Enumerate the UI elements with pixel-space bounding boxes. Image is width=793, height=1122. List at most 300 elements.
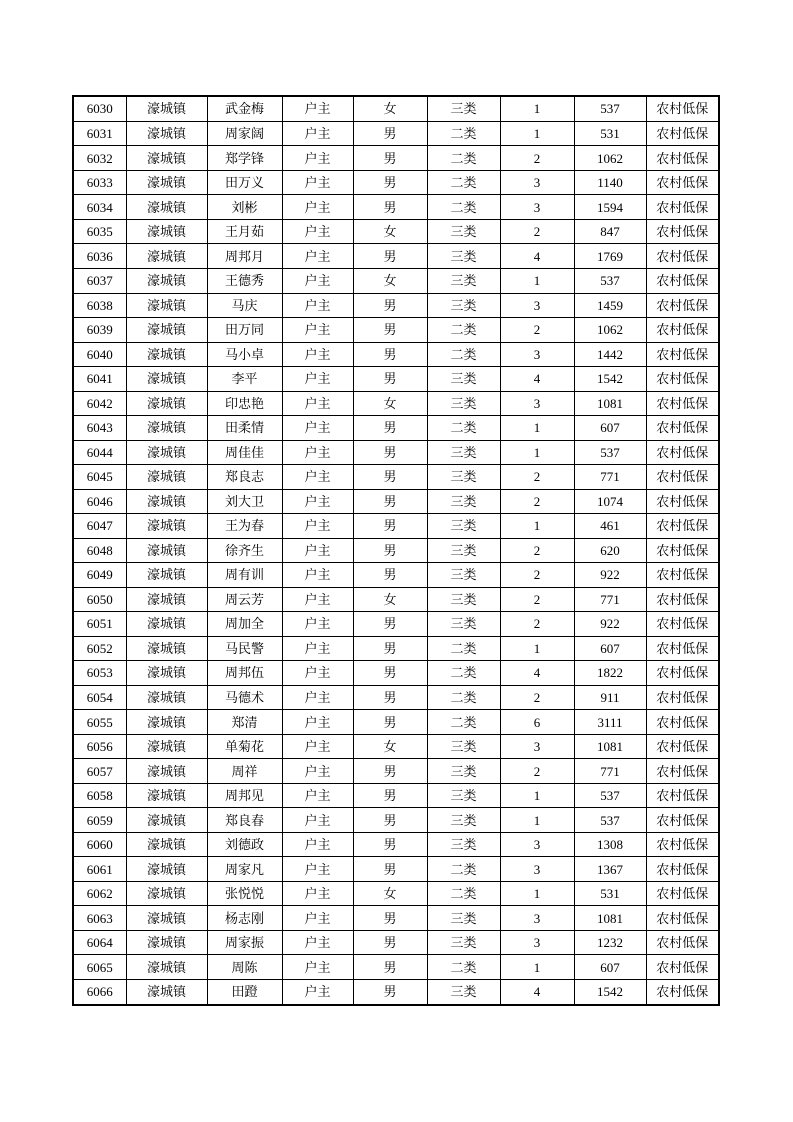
cell-category: 三类 — [427, 514, 500, 539]
cell-gender: 男 — [353, 195, 427, 220]
cell-category: 三类 — [427, 367, 500, 392]
cell-person-count: 3 — [500, 832, 574, 857]
cell-amount: 1308 — [574, 832, 646, 857]
cell-town: 濠城镇 — [126, 955, 207, 980]
cell-category: 三类 — [427, 612, 500, 637]
cell-gender: 男 — [353, 612, 427, 637]
cell-assistance-type: 农村低保 — [646, 930, 719, 955]
table-row — [73, 759, 719, 784]
cell-name: 周云芳 — [207, 587, 282, 612]
cell-assistance-type: 农村低保 — [646, 661, 719, 686]
cell-town: 濠城镇 — [126, 538, 207, 563]
cell-assistance-type: 农村低保 — [646, 514, 719, 539]
cell-amount: 537 — [574, 808, 646, 833]
cell-assistance-type: 农村低保 — [646, 881, 719, 906]
table-row — [73, 734, 719, 759]
cell-serial-number: 6039 — [73, 318, 126, 343]
cell-category: 二类 — [427, 955, 500, 980]
cell-category: 三类 — [427, 783, 500, 808]
cell-household-relation: 户主 — [282, 636, 353, 661]
cell-gender: 男 — [353, 146, 427, 171]
cell-amount: 771 — [574, 465, 646, 490]
cell-household-relation: 户主 — [282, 587, 353, 612]
cell-person-count: 6 — [500, 710, 574, 735]
cell-person-count: 2 — [500, 146, 574, 171]
cell-household-relation: 户主 — [282, 710, 353, 735]
cell-person-count: 2 — [500, 318, 574, 343]
table-row — [73, 612, 719, 637]
cell-town: 濠城镇 — [126, 930, 207, 955]
cell-category: 二类 — [427, 685, 500, 710]
cell-household-relation: 户主 — [282, 979, 353, 1005]
cell-town: 濠城镇 — [126, 195, 207, 220]
cell-assistance-type: 农村低保 — [646, 146, 719, 171]
table-row — [73, 808, 719, 833]
cell-town: 濠城镇 — [126, 881, 207, 906]
table-row — [73, 391, 719, 416]
cell-category: 二类 — [427, 121, 500, 146]
cell-gender: 男 — [353, 170, 427, 195]
cell-gender: 男 — [353, 342, 427, 367]
cell-serial-number: 6060 — [73, 832, 126, 857]
cell-town: 濠城镇 — [126, 710, 207, 735]
welfare-record-table — [72, 95, 720, 1006]
cell-serial-number: 6036 — [73, 244, 126, 269]
cell-name: 郑良志 — [207, 465, 282, 490]
cell-assistance-type: 农村低保 — [646, 489, 719, 514]
cell-person-count: 4 — [500, 661, 574, 686]
table-row — [73, 195, 719, 220]
table-row — [73, 783, 719, 808]
cell-town: 濠城镇 — [126, 514, 207, 539]
cell-household-relation: 户主 — [282, 685, 353, 710]
cell-household-relation: 户主 — [282, 612, 353, 637]
cell-assistance-type: 农村低保 — [646, 832, 719, 857]
cell-person-count: 1 — [500, 96, 574, 121]
cell-name: 武金梅 — [207, 96, 282, 121]
cell-category: 三类 — [427, 489, 500, 514]
cell-amount: 1081 — [574, 391, 646, 416]
cell-name: 田万同 — [207, 318, 282, 343]
cell-household-relation: 户主 — [282, 342, 353, 367]
cell-household-relation: 户主 — [282, 170, 353, 195]
cell-name: 李平 — [207, 367, 282, 392]
cell-name: 周佳佳 — [207, 440, 282, 465]
cell-name: 杨志刚 — [207, 906, 282, 931]
cell-serial-number: 6047 — [73, 514, 126, 539]
cell-category: 二类 — [427, 342, 500, 367]
table-row — [73, 563, 719, 588]
cell-amount: 3111 — [574, 710, 646, 735]
cell-name: 王为春 — [207, 514, 282, 539]
cell-serial-number: 6061 — [73, 857, 126, 882]
record-table-body — [73, 96, 719, 1005]
cell-name: 周加全 — [207, 612, 282, 637]
cell-town: 濠城镇 — [126, 293, 207, 318]
cell-household-relation: 户主 — [282, 514, 353, 539]
cell-person-count: 3 — [500, 391, 574, 416]
cell-assistance-type: 农村低保 — [646, 538, 719, 563]
cell-name: 周邦见 — [207, 783, 282, 808]
cell-amount: 1081 — [574, 734, 646, 759]
table-row — [73, 881, 719, 906]
cell-gender: 男 — [353, 244, 427, 269]
table-row — [73, 367, 719, 392]
cell-person-count: 2 — [500, 612, 574, 637]
table-row — [73, 268, 719, 293]
cell-serial-number: 6042 — [73, 391, 126, 416]
cell-person-count: 4 — [500, 244, 574, 269]
cell-household-relation: 户主 — [282, 440, 353, 465]
cell-category: 三类 — [427, 979, 500, 1005]
cell-household-relation: 户主 — [282, 857, 353, 882]
cell-category: 三类 — [427, 391, 500, 416]
cell-amount: 1542 — [574, 979, 646, 1005]
cell-town: 濠城镇 — [126, 489, 207, 514]
cell-person-count: 3 — [500, 734, 574, 759]
cell-gender: 女 — [353, 219, 427, 244]
cell-town: 濠城镇 — [126, 465, 207, 490]
cell-assistance-type: 农村低保 — [646, 612, 719, 637]
cell-gender: 男 — [353, 906, 427, 931]
cell-assistance-type: 农村低保 — [646, 734, 719, 759]
cell-amount: 537 — [574, 440, 646, 465]
table-row — [73, 955, 719, 980]
table-row — [73, 979, 719, 1005]
cell-serial-number: 6064 — [73, 930, 126, 955]
cell-amount: 1367 — [574, 857, 646, 882]
cell-name: 周陈 — [207, 955, 282, 980]
table-row — [73, 219, 719, 244]
cell-town: 濠城镇 — [126, 318, 207, 343]
cell-name: 田蹬 — [207, 979, 282, 1005]
cell-person-count: 1 — [500, 881, 574, 906]
cell-household-relation: 户主 — [282, 121, 353, 146]
cell-town: 濠城镇 — [126, 219, 207, 244]
cell-town: 濠城镇 — [126, 96, 207, 121]
cell-household-relation: 户主 — [282, 563, 353, 588]
cell-household-relation: 户主 — [282, 391, 353, 416]
cell-person-count: 3 — [500, 195, 574, 220]
cell-name: 刘大卫 — [207, 489, 282, 514]
cell-gender: 男 — [353, 759, 427, 784]
cell-assistance-type: 农村低保 — [646, 465, 719, 490]
cell-name: 周家振 — [207, 930, 282, 955]
cell-gender: 男 — [353, 832, 427, 857]
cell-gender: 女 — [353, 96, 427, 121]
cell-amount: 911 — [574, 685, 646, 710]
cell-category: 三类 — [427, 268, 500, 293]
cell-assistance-type: 农村低保 — [646, 342, 719, 367]
cell-town: 濠城镇 — [126, 170, 207, 195]
table-row — [73, 685, 719, 710]
cell-category: 三类 — [427, 808, 500, 833]
cell-household-relation: 户主 — [282, 367, 353, 392]
cell-gender: 男 — [353, 636, 427, 661]
cell-household-relation: 户主 — [282, 96, 353, 121]
cell-assistance-type: 农村低保 — [646, 96, 719, 121]
cell-serial-number: 6035 — [73, 219, 126, 244]
cell-gender: 女 — [353, 881, 427, 906]
cell-gender: 男 — [353, 293, 427, 318]
cell-name: 郑良春 — [207, 808, 282, 833]
cell-household-relation: 户主 — [282, 146, 353, 171]
cell-assistance-type: 农村低保 — [646, 416, 719, 441]
cell-serial-number: 6065 — [73, 955, 126, 980]
cell-name: 马民警 — [207, 636, 282, 661]
cell-town: 濠城镇 — [126, 146, 207, 171]
cell-serial-number: 6054 — [73, 685, 126, 710]
cell-town: 濠城镇 — [126, 857, 207, 882]
cell-name: 周邦月 — [207, 244, 282, 269]
cell-amount: 1769 — [574, 244, 646, 269]
table-row — [73, 96, 719, 121]
cell-household-relation: 户主 — [282, 465, 353, 490]
cell-name: 王德秀 — [207, 268, 282, 293]
cell-assistance-type: 农村低保 — [646, 759, 719, 784]
cell-town: 濠城镇 — [126, 367, 207, 392]
cell-town: 濠城镇 — [126, 416, 207, 441]
cell-person-count: 1 — [500, 636, 574, 661]
cell-serial-number: 6045 — [73, 465, 126, 490]
cell-town: 濠城镇 — [126, 587, 207, 612]
cell-person-count: 2 — [500, 219, 574, 244]
cell-name: 马小卓 — [207, 342, 282, 367]
cell-serial-number: 6048 — [73, 538, 126, 563]
cell-person-count: 2 — [500, 587, 574, 612]
cell-serial-number: 6046 — [73, 489, 126, 514]
cell-household-relation: 户主 — [282, 244, 353, 269]
cell-name: 王月茹 — [207, 219, 282, 244]
cell-gender: 男 — [353, 514, 427, 539]
cell-gender: 男 — [353, 416, 427, 441]
cell-gender: 男 — [353, 465, 427, 490]
cell-gender: 男 — [353, 538, 427, 563]
table-row — [73, 587, 719, 612]
cell-household-relation: 户主 — [282, 930, 353, 955]
cell-serial-number: 6031 — [73, 121, 126, 146]
cell-gender: 男 — [353, 857, 427, 882]
cell-person-count: 3 — [500, 906, 574, 931]
cell-serial-number: 6057 — [73, 759, 126, 784]
cell-person-count: 3 — [500, 930, 574, 955]
cell-amount: 1594 — [574, 195, 646, 220]
cell-name: 周家凡 — [207, 857, 282, 882]
cell-name: 郑清 — [207, 710, 282, 735]
cell-gender: 男 — [353, 367, 427, 392]
cell-category: 二类 — [427, 146, 500, 171]
cell-assistance-type: 农村低保 — [646, 440, 719, 465]
cell-gender: 男 — [353, 808, 427, 833]
cell-assistance-type: 农村低保 — [646, 219, 719, 244]
cell-name: 周邦伍 — [207, 661, 282, 686]
cell-person-count: 2 — [500, 465, 574, 490]
cell-category: 三类 — [427, 440, 500, 465]
cell-serial-number: 6030 — [73, 96, 126, 121]
cell-category: 二类 — [427, 857, 500, 882]
cell-town: 濠城镇 — [126, 979, 207, 1005]
cell-person-count: 3 — [500, 293, 574, 318]
cell-gender: 男 — [353, 661, 427, 686]
table-row — [73, 514, 719, 539]
cell-household-relation: 户主 — [282, 489, 353, 514]
cell-assistance-type: 农村低保 — [646, 808, 719, 833]
cell-gender: 女 — [353, 734, 427, 759]
cell-assistance-type: 农村低保 — [646, 121, 719, 146]
cell-amount: 1232 — [574, 930, 646, 955]
cell-assistance-type: 农村低保 — [646, 685, 719, 710]
cell-assistance-type: 农村低保 — [646, 979, 719, 1005]
cell-town: 濠城镇 — [126, 661, 207, 686]
cell-person-count: 2 — [500, 489, 574, 514]
cell-serial-number: 6055 — [73, 710, 126, 735]
cell-assistance-type: 农村低保 — [646, 710, 719, 735]
cell-category: 二类 — [427, 636, 500, 661]
table-row — [73, 636, 719, 661]
table-row — [73, 930, 719, 955]
table-row — [73, 906, 719, 931]
cell-town: 濠城镇 — [126, 734, 207, 759]
cell-category: 三类 — [427, 734, 500, 759]
cell-gender: 男 — [353, 930, 427, 955]
cell-town: 濠城镇 — [126, 244, 207, 269]
cell-person-count: 1 — [500, 268, 574, 293]
cell-gender: 男 — [353, 563, 427, 588]
cell-amount: 1074 — [574, 489, 646, 514]
cell-category: 三类 — [427, 906, 500, 931]
cell-amount: 1459 — [574, 293, 646, 318]
table-row — [73, 489, 719, 514]
cell-name: 周有训 — [207, 563, 282, 588]
cell-amount: 1542 — [574, 367, 646, 392]
cell-person-count: 2 — [500, 685, 574, 710]
cell-name: 徐齐生 — [207, 538, 282, 563]
cell-serial-number: 6066 — [73, 979, 126, 1005]
table-row — [73, 318, 719, 343]
cell-category: 二类 — [427, 661, 500, 686]
cell-town: 濠城镇 — [126, 759, 207, 784]
cell-household-relation: 户主 — [282, 195, 353, 220]
cell-gender: 女 — [353, 587, 427, 612]
table-row — [73, 146, 719, 171]
table-row — [73, 710, 719, 735]
cell-amount: 1140 — [574, 170, 646, 195]
cell-household-relation: 户主 — [282, 808, 353, 833]
cell-serial-number: 6037 — [73, 268, 126, 293]
cell-name: 单菊花 — [207, 734, 282, 759]
cell-person-count: 1 — [500, 955, 574, 980]
cell-amount: 1062 — [574, 146, 646, 171]
cell-household-relation: 户主 — [282, 219, 353, 244]
cell-category: 三类 — [427, 930, 500, 955]
table-row — [73, 857, 719, 882]
cell-assistance-type: 农村低保 — [646, 587, 719, 612]
cell-assistance-type: 农村低保 — [646, 268, 719, 293]
cell-town: 濠城镇 — [126, 440, 207, 465]
cell-assistance-type: 农村低保 — [646, 636, 719, 661]
cell-name: 张悦悦 — [207, 881, 282, 906]
cell-assistance-type: 农村低保 — [646, 563, 719, 588]
cell-household-relation: 户主 — [282, 538, 353, 563]
cell-serial-number: 6052 — [73, 636, 126, 661]
cell-category: 二类 — [427, 710, 500, 735]
table-row — [73, 832, 719, 857]
table-row — [73, 293, 719, 318]
cell-category: 三类 — [427, 219, 500, 244]
cell-name: 周家阔 — [207, 121, 282, 146]
cell-household-relation: 户主 — [282, 906, 353, 931]
cell-town: 濠城镇 — [126, 268, 207, 293]
table-row — [73, 416, 719, 441]
cell-household-relation: 户主 — [282, 734, 353, 759]
cell-amount: 922 — [574, 612, 646, 637]
cell-category: 三类 — [427, 832, 500, 857]
cell-person-count: 2 — [500, 759, 574, 784]
cell-person-count: 2 — [500, 538, 574, 563]
cell-serial-number: 6041 — [73, 367, 126, 392]
cell-amount: 461 — [574, 514, 646, 539]
table-row — [73, 244, 719, 269]
cell-category: 二类 — [427, 881, 500, 906]
cell-serial-number: 6058 — [73, 783, 126, 808]
cell-town: 濠城镇 — [126, 391, 207, 416]
cell-amount: 607 — [574, 636, 646, 661]
cell-person-count: 4 — [500, 367, 574, 392]
cell-name: 刘德政 — [207, 832, 282, 857]
cell-gender: 男 — [353, 783, 427, 808]
cell-name: 郑学锋 — [207, 146, 282, 171]
cell-amount: 620 — [574, 538, 646, 563]
cell-name: 刘彬 — [207, 195, 282, 220]
cell-assistance-type: 农村低保 — [646, 318, 719, 343]
cell-town: 濠城镇 — [126, 783, 207, 808]
table-row — [73, 465, 719, 490]
cell-amount: 847 — [574, 219, 646, 244]
cell-name: 周祥 — [207, 759, 282, 784]
cell-assistance-type: 农村低保 — [646, 293, 719, 318]
cell-gender: 男 — [353, 955, 427, 980]
cell-person-count: 1 — [500, 440, 574, 465]
cell-serial-number: 6063 — [73, 906, 126, 931]
cell-serial-number: 6032 — [73, 146, 126, 171]
cell-assistance-type: 农村低保 — [646, 906, 719, 931]
cell-household-relation: 户主 — [282, 881, 353, 906]
cell-serial-number: 6059 — [73, 808, 126, 833]
cell-assistance-type: 农村低保 — [646, 857, 719, 882]
cell-person-count: 3 — [500, 857, 574, 882]
table-row — [73, 342, 719, 367]
cell-gender: 男 — [353, 440, 427, 465]
cell-assistance-type: 农村低保 — [646, 955, 719, 980]
table-row — [73, 538, 719, 563]
cell-town: 濠城镇 — [126, 808, 207, 833]
cell-household-relation: 户主 — [282, 293, 353, 318]
cell-person-count: 1 — [500, 416, 574, 441]
cell-amount: 1081 — [574, 906, 646, 931]
cell-household-relation: 户主 — [282, 268, 353, 293]
cell-category: 二类 — [427, 318, 500, 343]
cell-household-relation: 户主 — [282, 416, 353, 441]
cell-serial-number: 6033 — [73, 170, 126, 195]
cell-household-relation: 户主 — [282, 318, 353, 343]
cell-person-count: 1 — [500, 808, 574, 833]
cell-household-relation: 户主 — [282, 832, 353, 857]
cell-town: 濠城镇 — [126, 612, 207, 637]
cell-gender: 男 — [353, 489, 427, 514]
cell-household-relation: 户主 — [282, 955, 353, 980]
cell-amount: 531 — [574, 121, 646, 146]
cell-amount: 537 — [574, 268, 646, 293]
